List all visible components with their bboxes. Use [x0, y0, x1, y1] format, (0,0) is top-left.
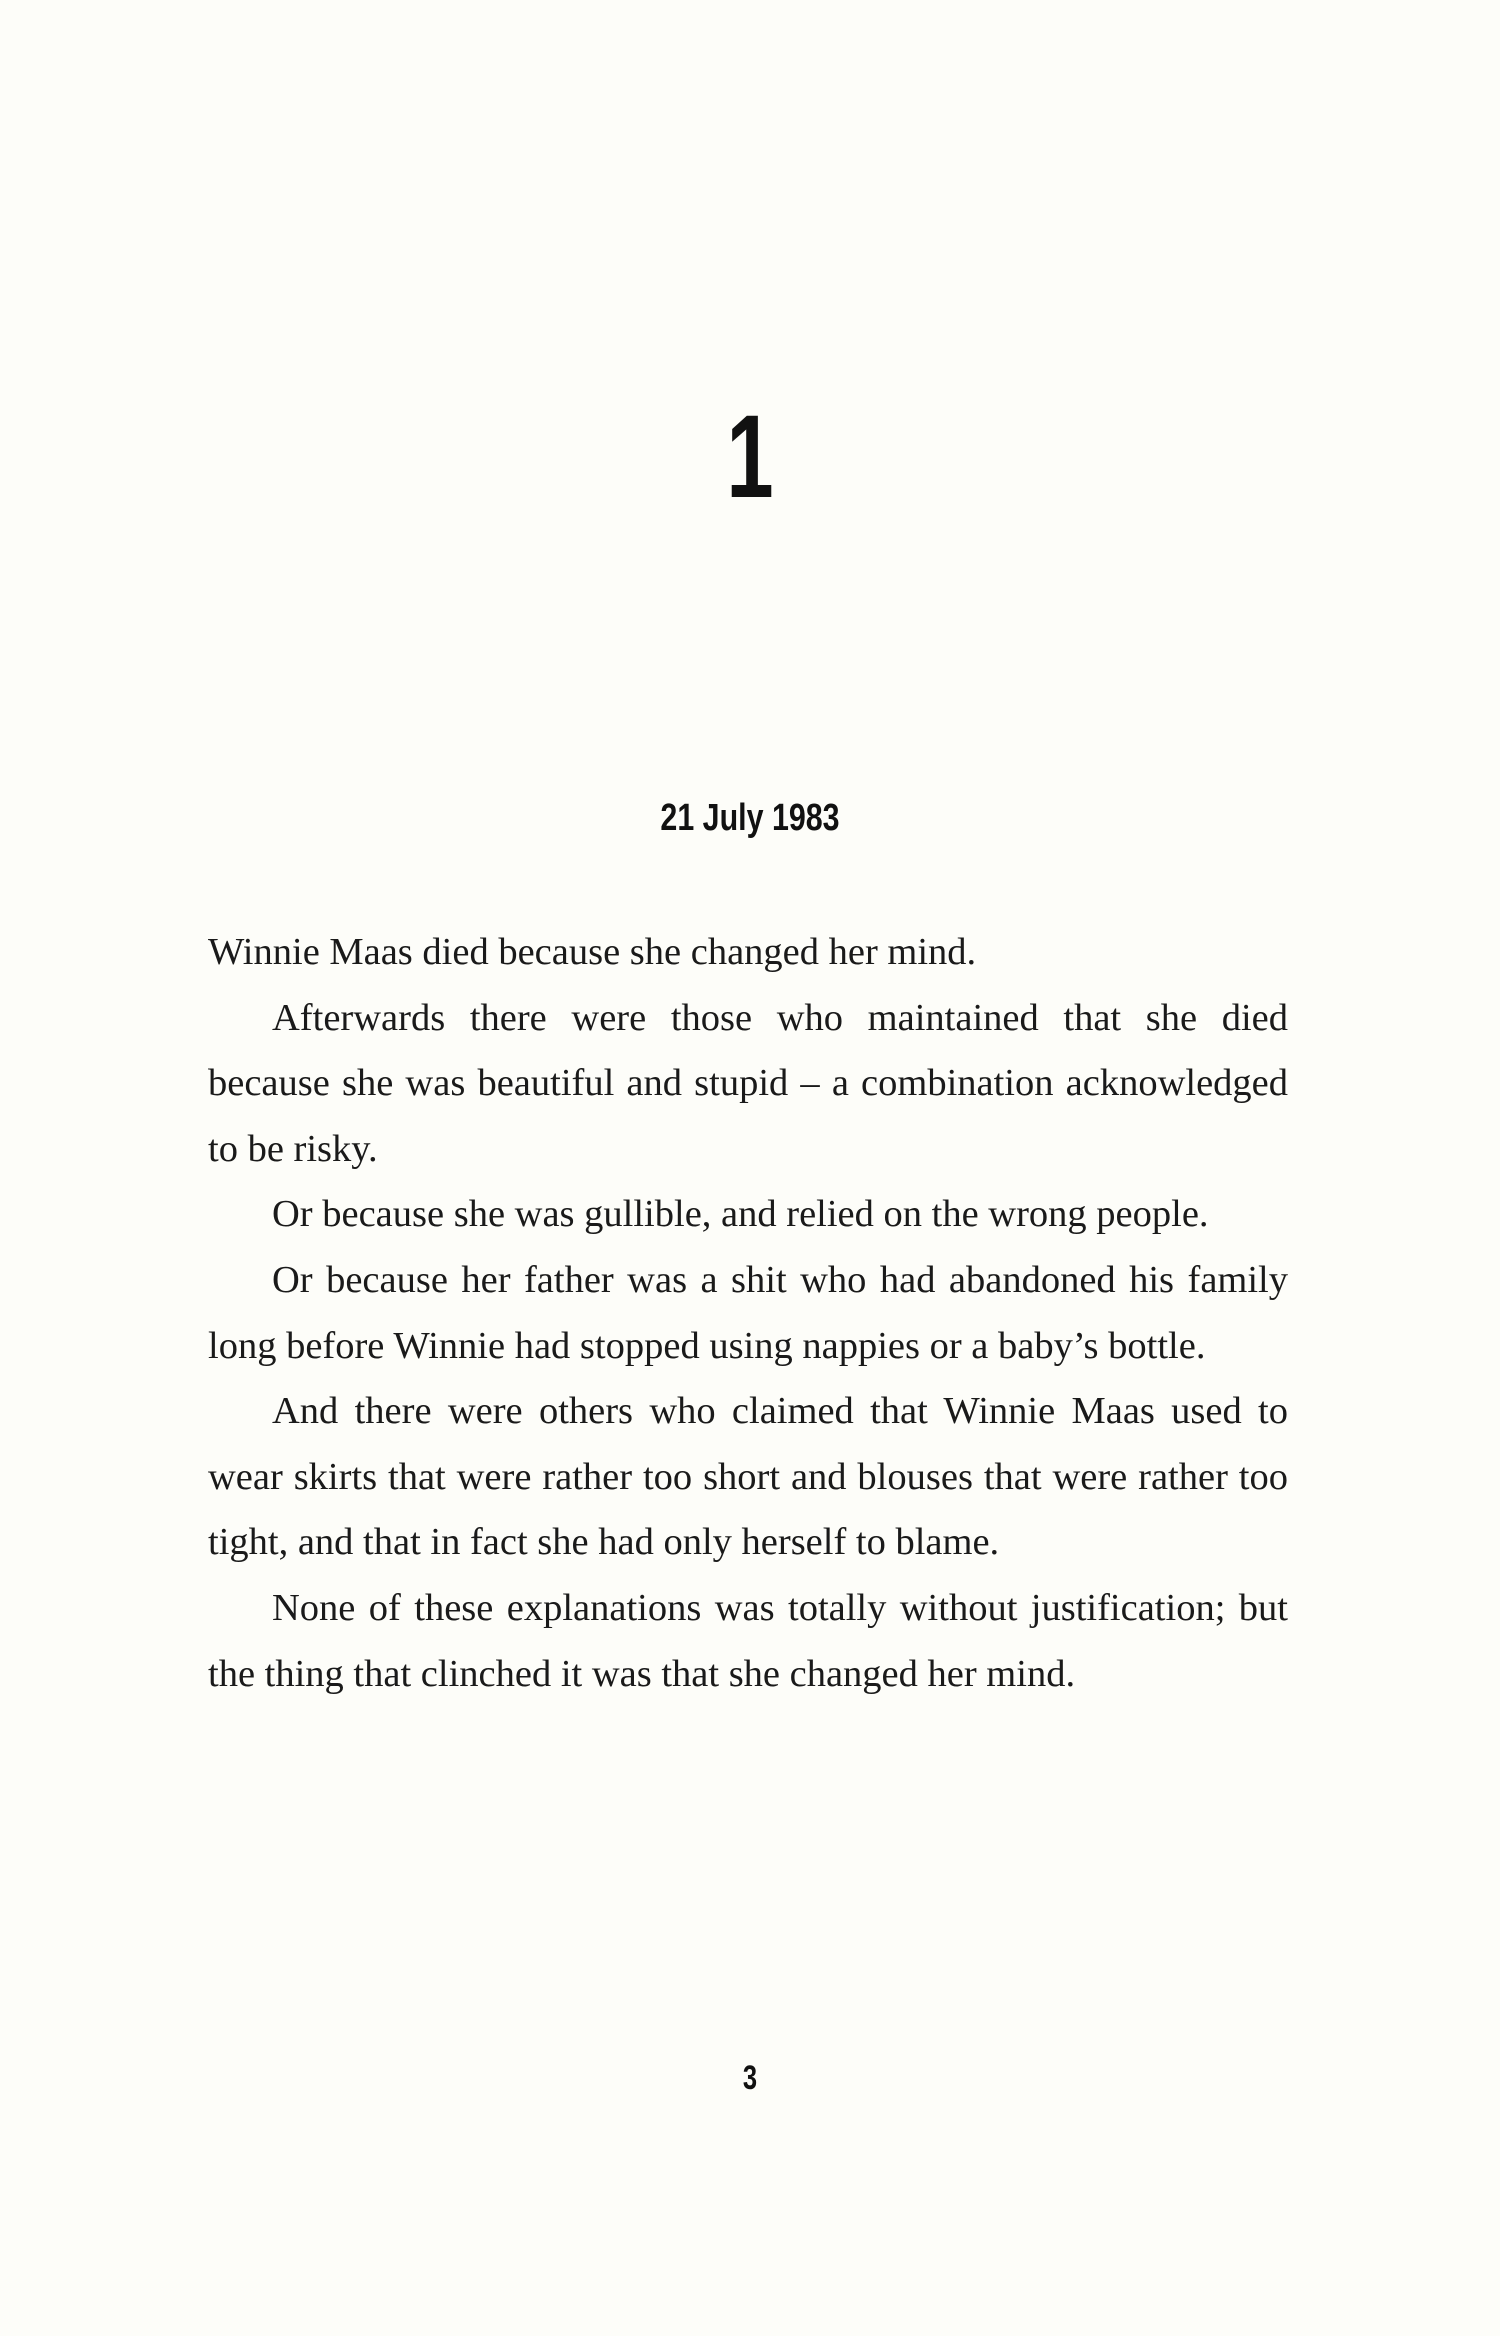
- paragraph: None of these explanations was totally without justification; but the thing that clinched it was that she changed her mind.: [208, 1586, 1288, 1695]
- page-number: 3: [742, 2059, 758, 2097]
- paragraph: Or because she was gullible, and relied on the wrong people.: [272, 1193, 1209, 1236]
- paragraph: Afterwards there were those who maintained that she died because she was beautiful and stupid – a combination acknowledged to be risky.: [208, 996, 1288, 1170]
- paragraph: Winnie Maas died because she changed her mind.: [208, 931, 977, 973]
- paragraph: And there were others who claimed that Winnie Maas used to wear skirts that were rather too short and blouses that were rather too tight, and that in fact she had only herself to blame.: [208, 1390, 1288, 1564]
- chapter-number: 1: [726, 391, 774, 523]
- body-text: [208, 920, 1288, 1707]
- paragraph: Or because her father was a shit who had abandoned his family long before Winnie had stopped using nappies or a baby’s bottle.: [208, 1258, 1288, 1367]
- chapter-date: 21 July 1983: [660, 797, 840, 839]
